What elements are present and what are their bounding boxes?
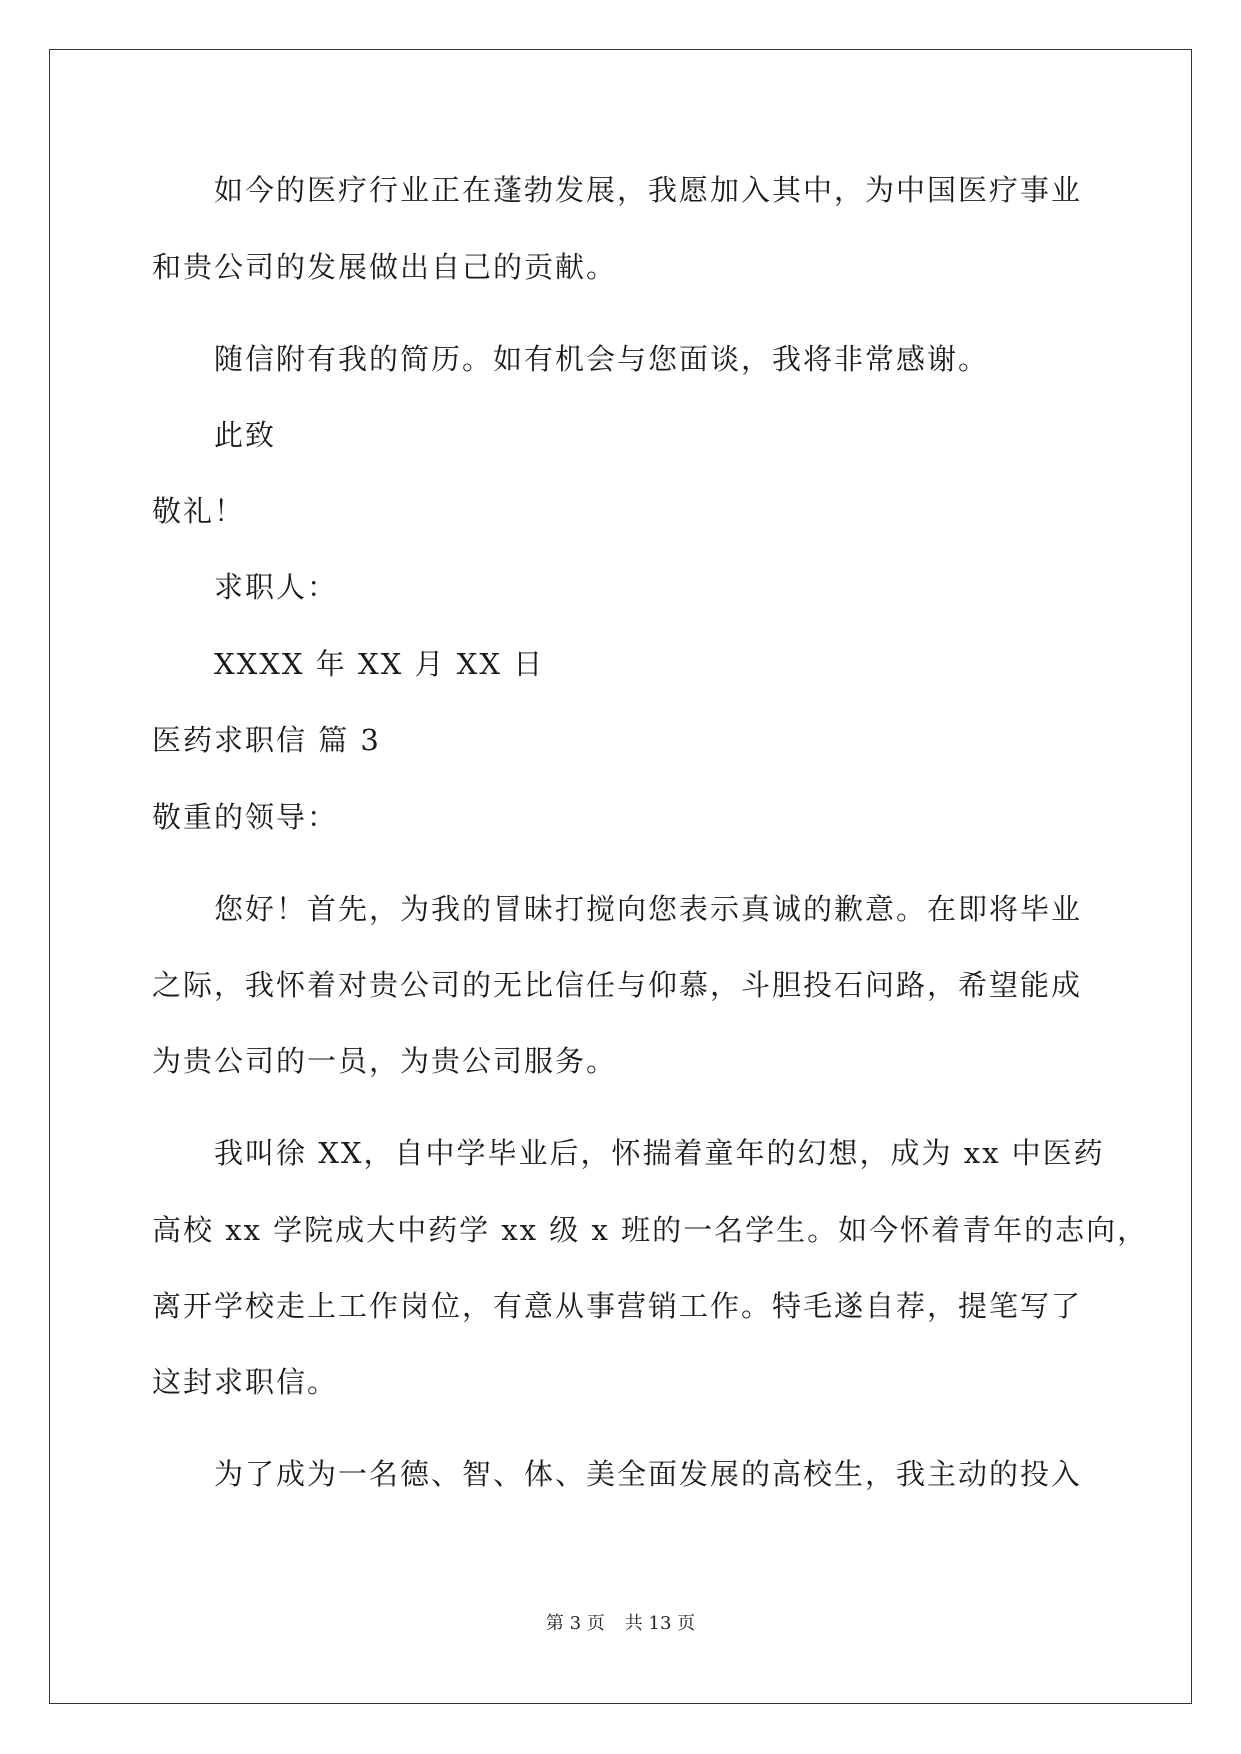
body-line-8: 高校 xx 学院成大中药学 xx 级 x 班的一名学生。如今怀着青年的志向， xyxy=(152,1213,1149,1247)
body-line-9: 离开学校走上工作岗位，有意从事营销工作。特毛遂自荐，提笔写了 xyxy=(152,1289,1083,1323)
body-line-2: 和贵公司的发展做出自己的贡献。 xyxy=(152,250,618,284)
section-heading: 医药求职信 篇 3 xyxy=(152,723,381,757)
signature-label: 求职人： xyxy=(214,570,339,604)
body-line-7: 我叫徐 XX，自中学毕业后，怀揣着童年的幻想，成为 xx 中医药 xyxy=(214,1136,1105,1170)
body-line-1: 如今的医疗行业正在蓬勃发展，我愿加入其中，为中国医疗事业 xyxy=(214,173,1083,207)
body-line-6: 为贵公司的一员，为贵公司服务。 xyxy=(152,1044,618,1078)
body-line-4: 您好！首先，为我的冒昧打搅向您表示真诚的歉意。在即将毕业 xyxy=(214,892,1083,926)
page-total: 共 13 页 xyxy=(624,1613,696,1634)
closing-regards: 敬礼！ xyxy=(152,494,246,528)
page-number: 第 3 页 xyxy=(545,1613,605,1634)
greeting: 敬重的领导： xyxy=(152,800,339,834)
body-line-5: 之际，我怀着对贵公司的无比信任与仰慕，斗胆投石问路，希望能成 xyxy=(152,968,1083,1002)
closing-salutation: 此致 xyxy=(214,418,277,452)
date-line: XXXX 年 XX 月 XX 日 xyxy=(214,647,545,681)
body-line-11: 为了成为一名德、智、体、美全面发展的高校生，我主动的投入 xyxy=(214,1457,1083,1491)
body-line-3: 随信附有我的简历。如有机会与您面谈，我将非常感谢。 xyxy=(214,342,990,376)
body-line-10: 这封求职信。 xyxy=(152,1365,339,1399)
page-footer xyxy=(0,1609,1241,1635)
